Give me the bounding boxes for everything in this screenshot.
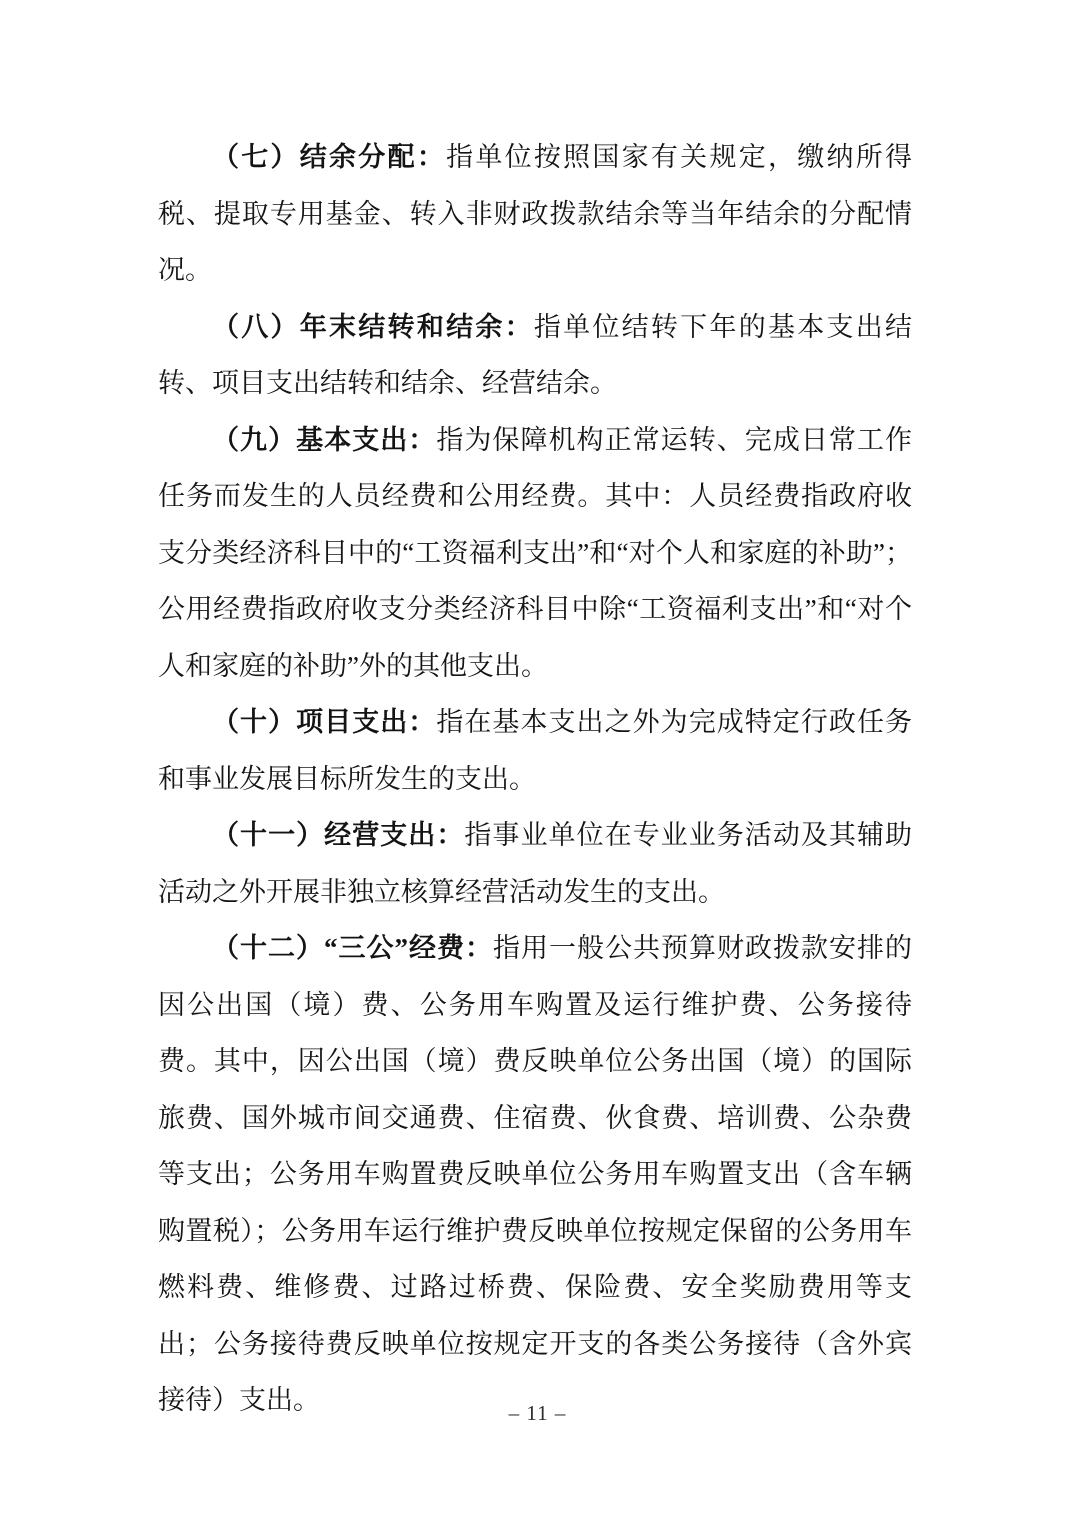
paragraph-heading: （十）项目支出： (212, 707, 437, 737)
paragraph-heading: （八）年末结转和结余： (212, 311, 534, 342)
page-number: – 11 – (508, 1401, 567, 1425)
paragraph-basic-expenditure (158, 412, 912, 695)
paragraph-three-public-funds (158, 920, 912, 1429)
paragraph-heading: （七）结余分配： (212, 142, 447, 172)
paragraph-body: 指事业单位在专业业务活动及其辅助活动之外开展非独立核算经营活动发生的支出。 (158, 820, 912, 907)
paragraph-heading: （十二）“三公”经费： (212, 933, 493, 963)
paragraph-operating-expenditure (158, 807, 912, 920)
paragraph-body: 指用一般公共预算财政拨款安排的因公出国（境）费、公务用车购置及运行维护费、公务接待费。其中，因公出国（境）费反映单位公务出国（境）的国际旅费、国外城市间交通费、住宿费、伙食费、培训费、公杂费等支出；公务用车购置费反映单位公务用车购置支出（含车辆购置税）；公务用车运行维护费反映单位按规定保留的公务用车燃料费、维修费、过路过桥费、保险费、安全奖励费用等支出；公务接待费反映单位按规定开支的各类公务接待（含外宾接待）支出。 (158, 933, 912, 1415)
paragraph-body: 指单位按照国家有关规定，缴纳所得税、提取专用基金、转入非财政拨款结余等当年结余的分配情况。 (158, 142, 913, 285)
paragraph-surplus-distribution (158, 129, 912, 299)
paragraph-heading: （十一）经营支出： (212, 820, 465, 850)
paragraph-project-expenditure (158, 694, 912, 807)
paragraph-yearend-carryover (158, 299, 912, 412)
paragraph-body: 指为保障机构正常运转、完成日常工作任务而发生的人员经费和公用经费。其中：人员经费指政府收支分类经济科目中的“工资福利支出”和“对个人和家庭的补助”；公用经费指政府收支分类经济科目中除“工资福利支出”和“对个人和家庭的补助”外的其他支出。 (158, 424, 913, 681)
paragraph-body: 指在基本支出之外为完成特定行政任务和事业发展目标所发生的支出。 (158, 707, 913, 794)
paragraph-body: 指单位结转下年的基本支出结转、项目支出结转和结余、经营结余。 (158, 311, 913, 398)
paragraph-heading: （九）基本支出： (212, 424, 437, 455)
document-body (158, 129, 912, 1429)
